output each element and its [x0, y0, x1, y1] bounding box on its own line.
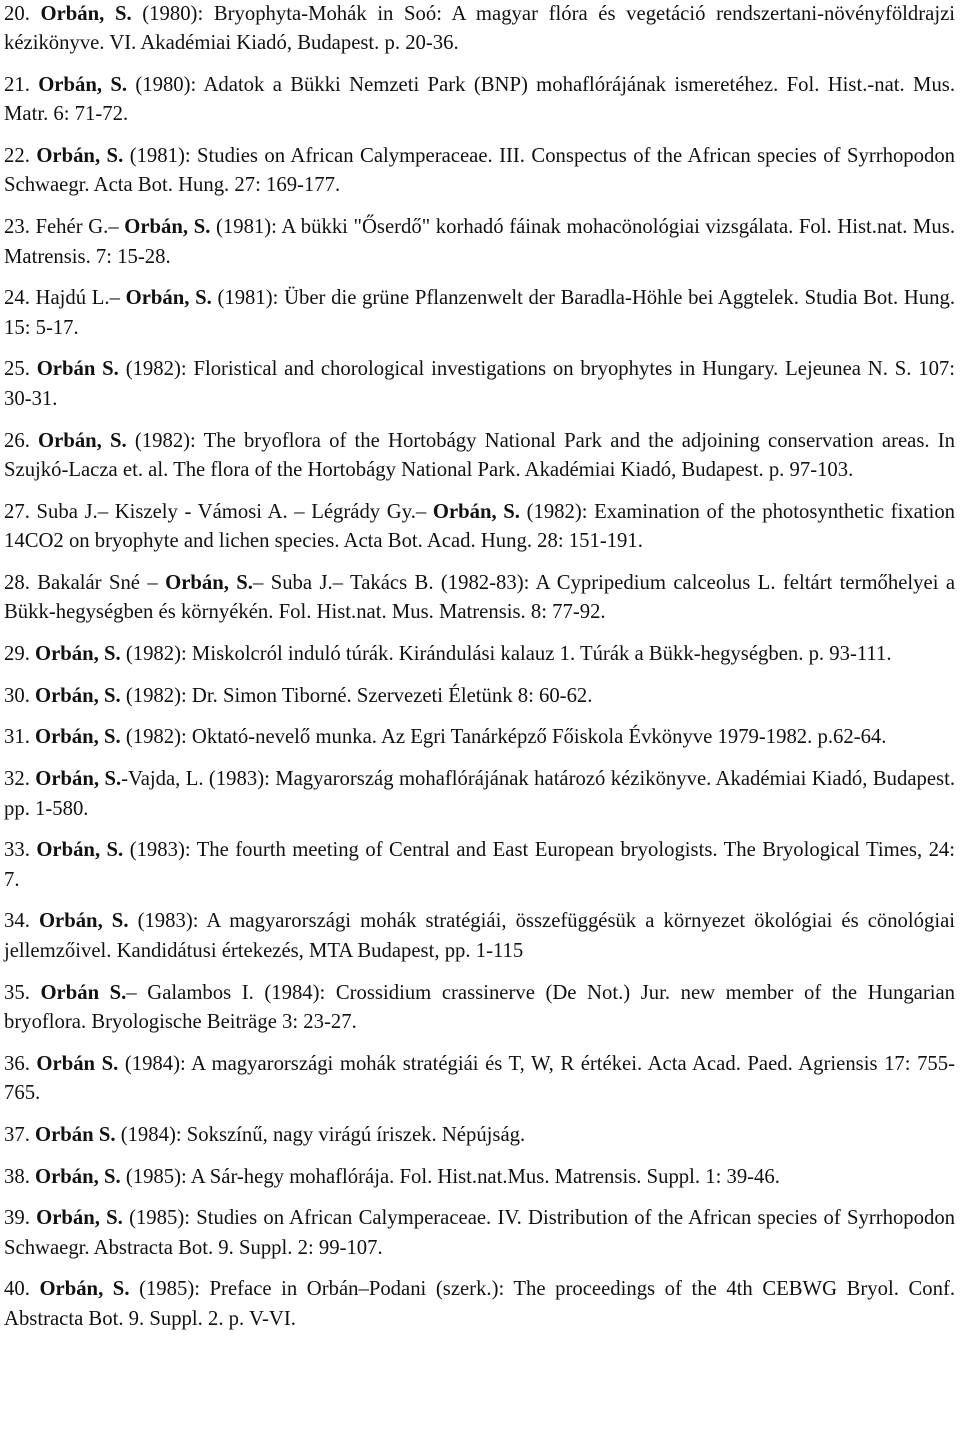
entry-number: 33. — [4, 839, 30, 862]
citation-text: (1980): Bryophyta-Mohák in Soó: A magyar flóra és vegetáció rendszertani-növényföldrajzi kézikönyve. VI. Akadémiai Kiadó, Budapest. p. 20-36. — [4, 3, 956, 55]
entry-number: 34. — [4, 910, 30, 933]
entry-number: 32. — [4, 768, 30, 791]
citation-text: – Galambos I. (1984): Crossidium crassinerve (De Not.) Jur. new member of the Hungarian bryoflora. Bryologische Beiträge 3: 23-27. — [4, 981, 956, 1033]
author-name: Orbán, S. — [35, 768, 122, 791]
entry-number: 21. — [4, 74, 30, 97]
citation-text: -Vajda, L. (1983): Magyarország mohaflórájának határozó kézikönyve. Akadémiai Kiadó, Budapest. pp. 1-580. — [4, 768, 956, 820]
reference-entry — [4, 71, 955, 130]
entry-number: 25. — [4, 358, 30, 381]
reference-entry — [4, 723, 955, 752]
reference-entry — [4, 1275, 955, 1334]
citation-text: (1982): Floristical and chorological investigations on bryophytes in Hungary. Lejeunea N. S. 107: 30-31. — [4, 358, 956, 410]
entry-number: 36. — [4, 1052, 30, 1075]
citation-text: (1985): Studies on African Calymperaceae. IV. Distribution of the African species of Syrrhopodon Schwaegr. Abstracta Bot. 9. Suppl. 2: 99-107. — [4, 1207, 956, 1259]
reference-entry — [4, 498, 955, 557]
author-name: Orbán, S. — [38, 429, 127, 452]
citation-text: (1982): Oktató-nevelő munka. Az Egri Tanárképző Főiskola Évkönyve 1979-1982. p.62-64. — [125, 726, 887, 749]
entry-number: 20. — [4, 3, 30, 25]
entry-number: 24. — [4, 287, 30, 310]
reference-entry — [4, 1163, 955, 1192]
citation-text: (1983): A magyarországi mohák stratégiái, összefüggésük a környezet ökológiai és cönológiai jellemzőivel. Kandidátusi értekezés, MTA Budapest, pp. 1-115 — [4, 910, 956, 962]
coauthors: Hajdú L.– — [35, 287, 126, 310]
citation-text: (1982): Dr. Simon Tiborné. Szervezeti Életünk 8: 60-62. — [125, 684, 593, 707]
citation-text: (1984): Sokszínű, nagy virágú íriszek. Népújság. — [120, 1123, 526, 1146]
author-name: Orbán, S. — [35, 684, 121, 707]
reference-entry — [4, 427, 955, 486]
coauthors: Bakalár Sné – — [37, 571, 166, 594]
reference-entry — [4, 0, 955, 59]
citation-text: (1980): Adatok a Bükki Nemzeti Park (BNP) mohaflórájának ismeretéhez. Fol. Hist.-nat. Mus. Matr. 6: 71-72. — [4, 74, 956, 126]
citation-text: (1984): A magyarországi mohák stratégiái és T, W, R értékei. Acta Acad. Paed. Agriensis 17: 755-765. — [4, 1052, 956, 1104]
reference-entry — [4, 569, 955, 628]
reference-entry — [4, 765, 955, 824]
author-name: Orbán, S. — [35, 642, 121, 665]
coauthors: Fehér G.– — [35, 216, 125, 239]
citation-text: (1985): Preface in Orbán–Podani (szerk.): The proceedings of the 4th CEBWG Bryol. Conf. Abstracta Bot. 9. Suppl. 2. p. V-VI. — [4, 1278, 956, 1330]
author-name: Orbán S. — [40, 981, 127, 1004]
entry-number: 29. — [4, 642, 30, 665]
entry-number: 26. — [4, 429, 30, 452]
citation-text: (1981): Über die grüne Pflanzenwelt der Baradla-Höhle bei Aggtelek. Studia Bot. Hung. 15: 5-17. — [4, 287, 956, 339]
reference-entry — [4, 1121, 955, 1150]
author-name: Orbán, S. — [39, 1278, 130, 1301]
citation-text: – Suba J.– Takács B. (1982-83): A Cypripedium calceolus L. feltárt termőhelyei a Bükk-hegységben és környékén. Fol. Hist.nat. Mus. Matrensis. 8: 77-92. — [4, 571, 956, 624]
author-name: Orbán, S. — [165, 571, 253, 594]
entry-number: 22. — [4, 145, 30, 168]
reference-entry — [4, 979, 955, 1038]
citation-text: (1982): Examination of the photosynthetic fixation 14CO2 on bryophyte and lichen species. Acta Bot. Acad. Hung. 28: 151-191. — [4, 500, 956, 552]
reference-entry — [4, 682, 955, 711]
author-name: Orbán, S. — [36, 1207, 123, 1230]
entry-number: 39. — [4, 1207, 30, 1230]
citation-text: (1982): Miskolcról induló túrák. Kirándulási kalauz 1. Túrák a Bükk-hegységben. p. 93-111. — [125, 642, 892, 665]
citation-text: (1985): A Sár-hegy mohaflórája. Fol. Hist.nat.Mus. Matrensis. Suppl. 1: 39-46. — [125, 1165, 780, 1188]
reference-entry — [4, 836, 955, 895]
entry-number: 37. — [4, 1123, 30, 1146]
citation-text: (1983): The fourth meeting of Central and East European bryologists. The Bryological Times, 24: 7. — [4, 839, 956, 891]
author-name: Orbán, S. — [35, 726, 121, 749]
author-name: Orbán S. — [36, 1052, 119, 1075]
author-name: Orbán, S. — [40, 3, 132, 25]
reference-entry — [4, 640, 955, 669]
author-name: Orbán, S. — [36, 145, 124, 168]
entry-number: 38. — [4, 1165, 30, 1188]
reference-entry — [4, 1204, 955, 1263]
entry-number: 30. — [4, 684, 30, 707]
entry-number: 27. — [4, 500, 30, 523]
author-name: Orbán S. — [36, 358, 119, 381]
entry-number: 23. — [4, 216, 30, 239]
reference-entry — [4, 355, 955, 414]
citation-text: (1981): A bükki "Őserdő" korhadó fáinak mohacönológiai vizsgálata. Fol. Hist.nat. Mus. Matrensis. 7: 15-28. — [4, 216, 956, 268]
author-name: Orbán S. — [35, 1123, 116, 1146]
author-name: Orbán, S. — [38, 910, 129, 933]
author-name: Orbán, S. — [125, 287, 212, 310]
entry-number: 40. — [4, 1278, 30, 1301]
reference-entry — [4, 907, 955, 966]
author-name: Orbán, S. — [36, 839, 124, 862]
entry-number: 35. — [4, 981, 30, 1004]
entry-number: 28. — [4, 571, 30, 594]
author-name: Orbán, S. — [35, 1165, 121, 1188]
reference-entry — [4, 284, 955, 343]
citation-text: (1981): Studies on African Calymperaceae. III. Conspectus of the African species of Syrrhopodon Schwaegr. Acta Bot. Hung. 27: 169-177. — [4, 145, 956, 197]
citation-text: (1982): The bryoflora of the Hortobágy National Park and the adjoining conservation areas. In Szujkó-Lacza et. al. The flora of the Hortobágy National Park. Akadémiai Kiadó, Budapest. p. 97-103. — [4, 429, 955, 481]
entry-number: 31. — [4, 726, 30, 749]
author-name: Orbán, S. — [432, 500, 520, 523]
reference-entry — [4, 142, 955, 201]
reference-entry — [4, 213, 955, 272]
author-name: Orbán, S. — [38, 74, 128, 97]
coauthors: Suba J.– Kiszely - Vámosi A. – Légrády Gy.– — [36, 500, 433, 523]
reference-entry — [4, 1050, 955, 1109]
author-name: Orbán, S. — [124, 216, 211, 239]
